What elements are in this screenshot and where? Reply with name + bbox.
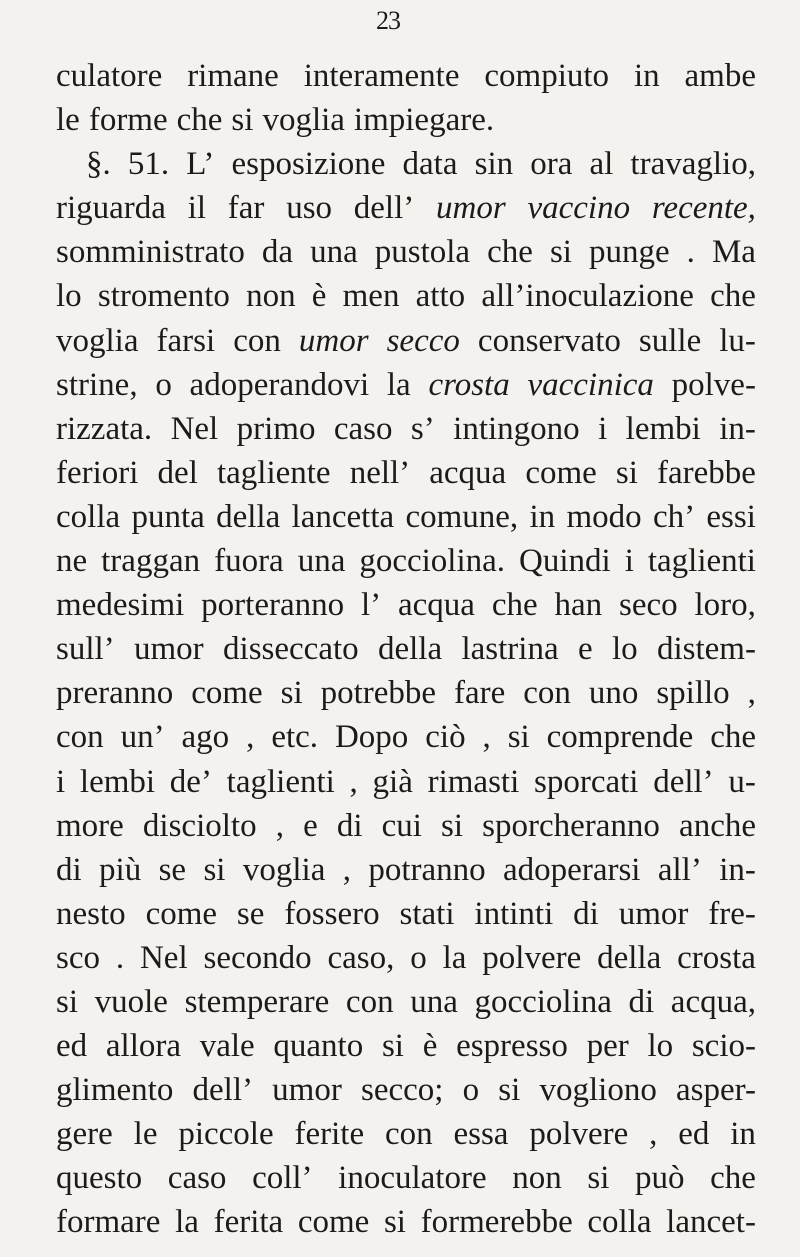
word: ed (678, 1116, 710, 1153)
word: more (56, 807, 124, 844)
word: del (157, 454, 198, 491)
word: sulle (638, 322, 702, 359)
word: più (99, 851, 142, 888)
word: si (381, 1028, 404, 1065)
word: primo (236, 410, 316, 447)
word: vuole (94, 983, 168, 1020)
word: si (231, 102, 254, 139)
word: farebbe (656, 454, 756, 491)
word: distem- (656, 631, 756, 668)
text-line (56, 936, 756, 980)
word: una (297, 543, 346, 580)
word: se (236, 895, 265, 932)
word: potranno (368, 851, 486, 888)
word: i (624, 543, 634, 580)
word: rizzata. (56, 410, 153, 447)
word: seco (619, 587, 678, 624)
word: comune, (405, 498, 519, 535)
word: , (342, 851, 351, 888)
word: dell’ (192, 1072, 253, 1109)
word: un’ (120, 719, 165, 756)
word: fre- (708, 895, 756, 932)
word: stati (399, 895, 455, 932)
word: sin (474, 146, 514, 183)
word: ambe (684, 58, 756, 94)
text-line (56, 495, 756, 539)
word: in (529, 498, 556, 535)
word: uso (286, 190, 333, 227)
word: è (311, 278, 327, 315)
word: formare (56, 1204, 161, 1241)
word: voglia (56, 322, 139, 359)
word: umor (618, 895, 689, 932)
word: si (587, 1160, 610, 1197)
word: modo (566, 498, 642, 535)
word: il (187, 190, 207, 227)
word: si (203, 851, 226, 888)
word: adoperandovi (189, 366, 370, 403)
word: si (507, 719, 530, 756)
word: gocciolina. (359, 543, 506, 580)
text-line (56, 715, 756, 759)
word: traggan (101, 543, 201, 580)
word: vale (199, 1028, 255, 1065)
word: per (586, 1028, 629, 1065)
word: cui (381, 807, 422, 844)
word: voglia (242, 851, 326, 888)
word: già (372, 763, 413, 800)
word: l’ (360, 587, 382, 624)
word: o (155, 366, 172, 403)
word: pustola (374, 234, 471, 271)
text-line (56, 848, 756, 892)
word: dell’ (653, 763, 714, 800)
word: colla (56, 498, 121, 535)
word: nell’ (349, 454, 411, 491)
word: della (597, 939, 662, 976)
word: far (227, 190, 265, 227)
word: interamente (303, 58, 460, 94)
word: spillo (656, 675, 730, 712)
word: all’inoculazione (481, 278, 694, 315)
word: fare (454, 675, 506, 712)
word: feriori (56, 454, 139, 491)
text-body (56, 54, 756, 1245)
word: in- (719, 851, 756, 888)
word: acqua (429, 454, 507, 491)
word: fuora (214, 543, 284, 580)
word: lancet- (666, 1204, 756, 1241)
word: uno (588, 675, 639, 712)
word: di (336, 807, 363, 844)
word: con (523, 675, 571, 712)
word: lastrina (461, 631, 559, 668)
word: come (297, 1204, 370, 1241)
text-line (56, 451, 756, 495)
word: comprende (546, 719, 694, 756)
word: essi (706, 498, 756, 535)
word: rimasti (427, 763, 520, 800)
word: sco (56, 939, 100, 976)
word: polvere (529, 1116, 629, 1153)
word: di (56, 851, 82, 888)
page-number: 23 (376, 6, 400, 35)
word: in (730, 1116, 756, 1153)
word: lembi (625, 410, 701, 447)
word: polve- (671, 366, 756, 403)
text-line (56, 1156, 756, 1200)
text-line (56, 539, 756, 583)
word: di (628, 983, 655, 1020)
text-line (56, 1068, 756, 1112)
word: che (710, 1160, 756, 1197)
word: le (56, 102, 80, 139)
word: caso (333, 410, 393, 447)
word: inoculatore (338, 1160, 487, 1197)
word: , (649, 1116, 658, 1153)
word: ora (530, 146, 573, 183)
word: espresso (456, 1028, 568, 1065)
text-line (56, 407, 756, 451)
word: farsi (156, 322, 216, 359)
word: se (158, 851, 187, 888)
word: 51. (127, 146, 170, 183)
word: si (280, 675, 303, 712)
word: formerebbe (420, 1204, 573, 1241)
word: i (56, 763, 66, 800)
word: ciò (425, 719, 466, 756)
word: Ma (711, 234, 756, 271)
word: si (498, 1072, 521, 1109)
word: che (491, 587, 538, 624)
word: ago (181, 719, 230, 756)
word: piccole (178, 1116, 274, 1153)
word: ferite (294, 1116, 365, 1153)
word: la (175, 1204, 199, 1241)
word: scio- (691, 1028, 756, 1065)
word: questo (56, 1160, 143, 1197)
word: lembi (79, 763, 156, 800)
word: da (261, 234, 294, 271)
word: si (615, 454, 638, 491)
word: vaccino (527, 190, 631, 227)
word: ferita (213, 1204, 284, 1241)
word: si (383, 1204, 406, 1241)
word: della (377, 631, 443, 668)
word: nesto (56, 895, 126, 932)
word: la (442, 939, 467, 976)
text-line (56, 804, 756, 848)
word: forme (88, 102, 168, 139)
word: porteranno (201, 587, 345, 624)
word: etc. (271, 719, 319, 756)
word: in (633, 58, 660, 94)
word: de’ (169, 763, 212, 800)
word: crosta (677, 939, 756, 976)
word: al (589, 146, 614, 183)
word: umor (272, 1072, 342, 1109)
word: disseccato (223, 631, 359, 668)
word: glimento (56, 1072, 174, 1109)
word: o (462, 1072, 480, 1109)
word: taglienti (647, 543, 756, 580)
word: si (549, 234, 572, 271)
word: che (176, 102, 223, 139)
word: men (342, 278, 400, 315)
word: come (525, 454, 597, 491)
word: che (710, 719, 756, 756)
word: , (747, 675, 756, 712)
word: Quindi (519, 543, 611, 580)
word: adoperarsi (503, 851, 641, 888)
word: o (410, 939, 427, 976)
text-line (56, 142, 756, 186)
word: con (345, 983, 394, 1020)
word: allora (105, 1028, 181, 1065)
word: lo (56, 278, 82, 315)
word: si (56, 983, 79, 1020)
word: gere (56, 1116, 113, 1153)
word: non (246, 278, 296, 315)
text-line (56, 1200, 756, 1244)
word: dell’ (353, 190, 415, 227)
word: rimane (187, 58, 279, 94)
word: e (577, 631, 593, 668)
text-line (56, 1024, 756, 1068)
word: una (310, 234, 358, 271)
word: in- (719, 410, 756, 447)
word: s’ (410, 410, 435, 447)
word: loro, (694, 587, 756, 624)
word: preranno (56, 675, 174, 712)
word: . (115, 939, 125, 976)
word: acqua (398, 587, 475, 624)
word: vogliono (539, 1072, 657, 1109)
word: con (233, 322, 281, 359)
word: umor (134, 631, 204, 668)
word: della (216, 498, 281, 535)
word: crosta (428, 366, 510, 403)
word: ch’ (652, 498, 696, 535)
word: con (56, 719, 104, 756)
word: intinti (474, 895, 554, 932)
word: e (303, 807, 318, 844)
text-line (56, 980, 756, 1024)
text-line (56, 583, 756, 627)
word: Nel (139, 939, 188, 976)
word: le (133, 1116, 158, 1153)
word: secondo (203, 939, 312, 976)
word: lu- (719, 322, 756, 359)
word: caso, (327, 939, 395, 976)
word: , (275, 807, 284, 844)
text-line (56, 230, 756, 274)
word: sporcati (533, 763, 639, 800)
text-line (56, 363, 756, 407)
word: umor (298, 322, 369, 359)
word: che (710, 278, 756, 315)
word: con (384, 1116, 433, 1153)
word: può (635, 1160, 685, 1197)
word: lo (647, 1028, 674, 1065)
word: punge (588, 234, 670, 271)
text-line (56, 671, 756, 715)
word: stemperare (184, 983, 330, 1020)
word: , (246, 719, 255, 756)
word: impiegare. (353, 102, 495, 139)
word: Dopo (334, 719, 409, 756)
word: han (554, 587, 603, 624)
word: strine, (56, 366, 138, 403)
word: esposizione (231, 146, 386, 183)
word: lo (611, 631, 638, 668)
word: lancetta (291, 498, 395, 535)
word: culatore (56, 58, 163, 94)
word: compiuto (484, 58, 610, 94)
word: una (410, 983, 458, 1020)
word: §. (86, 146, 111, 183)
word: di (573, 895, 599, 932)
word: . (686, 234, 695, 271)
word: la (386, 366, 411, 403)
text-line (56, 186, 756, 230)
word: tagliente (216, 454, 331, 491)
word: riguarda (56, 190, 166, 227)
word: somministrato (56, 234, 245, 271)
word: conservato (477, 322, 621, 359)
word: colla (587, 1204, 652, 1241)
word: , (349, 763, 358, 800)
word: quanto (273, 1028, 364, 1065)
text-line (56, 760, 756, 804)
word: polvere (482, 939, 582, 976)
word: u- (728, 763, 756, 800)
word: è (422, 1028, 438, 1065)
word: atto (415, 278, 466, 315)
word: si (441, 807, 464, 844)
word: taglienti (226, 763, 335, 800)
word: non (512, 1160, 562, 1197)
text-line (56, 319, 756, 363)
word: ne (56, 543, 88, 580)
word: recente, (651, 190, 756, 227)
word: sull’ (56, 631, 115, 668)
word: coll’ (252, 1160, 313, 1197)
word: intingono (453, 410, 580, 447)
text-line (56, 98, 756, 142)
word: , (482, 719, 491, 756)
word: acqua, (670, 983, 756, 1020)
word: caso (167, 1160, 227, 1197)
word: stromento (97, 278, 230, 315)
word: come (191, 675, 263, 712)
text-line (56, 54, 756, 98)
text-line (56, 892, 756, 936)
word: anche (679, 807, 756, 844)
word: all’ (657, 851, 702, 888)
word: fossero (284, 895, 380, 932)
text-line (56, 274, 756, 318)
word: umor (436, 190, 506, 227)
word: che (487, 234, 533, 271)
word: vaccinica (527, 366, 654, 403)
word: medesimi (56, 587, 185, 624)
word: essa (453, 1116, 509, 1153)
word: asper- (676, 1072, 756, 1109)
word: punta (131, 498, 205, 535)
word: travaglio, (630, 146, 756, 183)
word: secco (386, 322, 460, 359)
word: data (402, 146, 458, 183)
word: secco; (361, 1072, 444, 1109)
word: ed (56, 1028, 88, 1065)
text-line (56, 1112, 756, 1156)
word: sporcheranno (482, 807, 660, 844)
word: L’ (186, 146, 215, 183)
word: voglia (262, 102, 345, 139)
word: i (598, 410, 608, 447)
word: come (145, 895, 218, 932)
word: disciolto (142, 807, 257, 844)
word: Nel (170, 410, 219, 447)
word: gocciolina (474, 983, 612, 1020)
text-line (56, 627, 756, 671)
word: potrebbe (320, 675, 437, 712)
